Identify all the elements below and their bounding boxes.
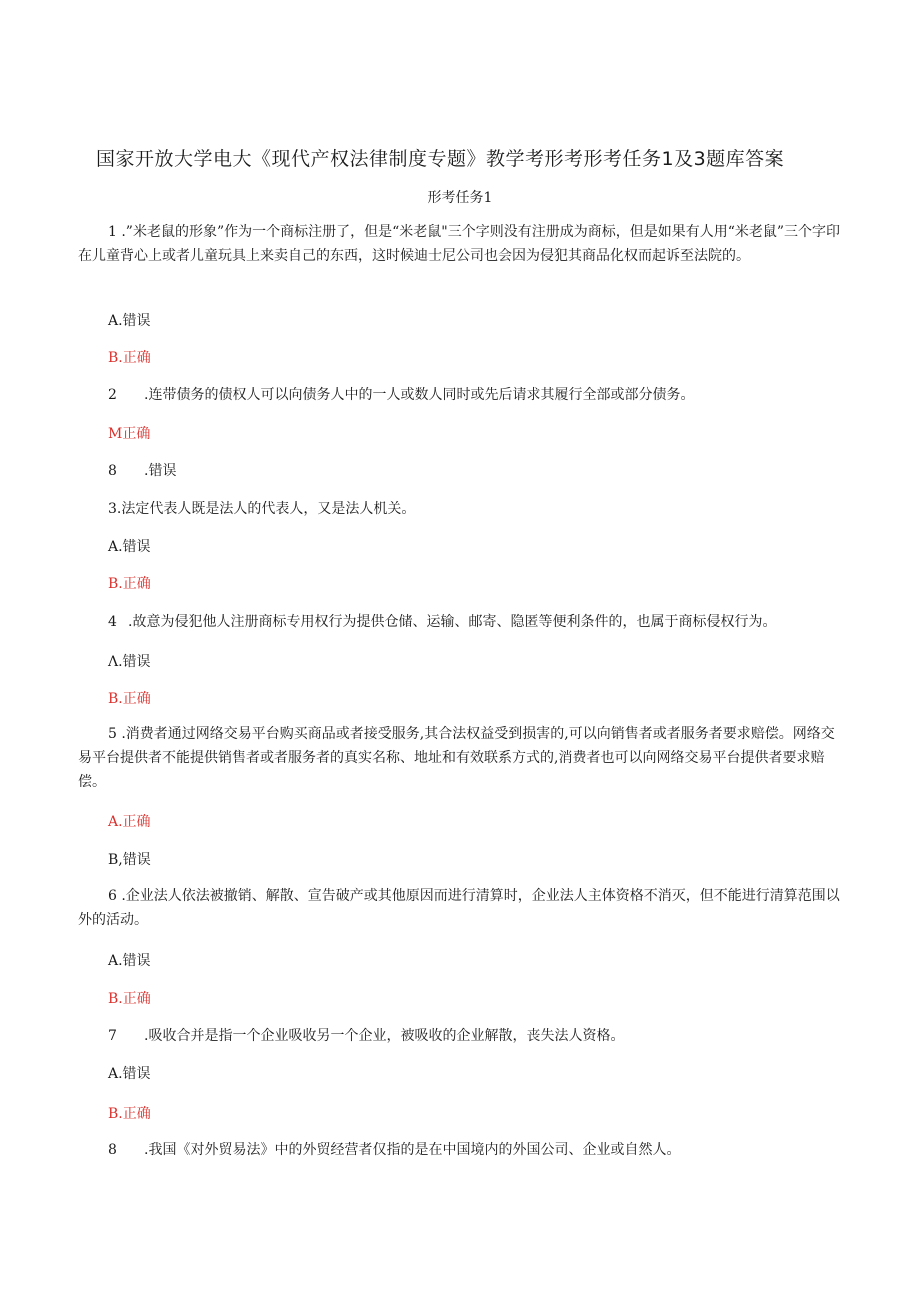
- q5-option-b: B,错误: [108, 852, 151, 868]
- q6-option-a: A.错误: [108, 953, 151, 969]
- question-2: [108, 384, 694, 404]
- q3-option-a: A.错误: [108, 539, 151, 555]
- question-8: [108, 1139, 680, 1159]
- question-6: 6 .企业法人依法被撤销、解散、宣告破产或其他原因而进行清算时，企业法人主体资格不消灭，但不能进行清算范围以外的活动。: [78, 888, 840, 928]
- question-2-text: .连带债务的债权人可以向债务人中的一人或数人同时或先后请求其履行全部或部分债务。: [144, 387, 695, 403]
- document-title: 国家开放大学电大《现代产权法律制度专题》教学考形考形考任务1及3题库答案: [96, 148, 785, 170]
- q1-option-a: A.错误: [108, 313, 151, 329]
- question-2-number: 2: [108, 387, 117, 403]
- question-1: 1 .”米老鼠的形象”作为一个商标注册了，但是“米老鼠"三个字则没有注册成为商标，但是如果有人用“米老鼠”三个字印在儿童背心上或者儿童玩具上来卖自己的东西，这时候迪士尼公司也会因为侵犯其商品化权而起诉至法院的。: [78, 224, 841, 264]
- q4-option-b: B.正确: [108, 691, 151, 707]
- q5-option-a: A.正确: [108, 814, 151, 830]
- q7-option-a: A.错误: [108, 1066, 151, 1082]
- question-8-number: 8: [108, 1142, 117, 1158]
- q2-option-a: M正确: [108, 426, 151, 442]
- q3-option-b: B.正确: [108, 576, 151, 592]
- q4-option-a: Λ.错误: [108, 654, 151, 670]
- question-4: [108, 611, 776, 631]
- q2-option-b-number: 8: [108, 463, 117, 479]
- q2-option-b-text: .错误: [144, 463, 177, 479]
- question-7: [108, 1025, 624, 1045]
- question-3: 3.法定代表人既是法人的代表人，又是法人机关。: [108, 501, 416, 517]
- question-4-text: .故意为侵犯他人注册商标专用权行为提供仓储、运输、邮寄、隐匿等便利条件的，也属于商标侵权行为。: [128, 614, 777, 630]
- q7-option-b: B.正确: [108, 1106, 151, 1122]
- question-5: 5 .消费者通过网络交易平台购买商品或者接受服务,其合法权益受到损害的,可以向销售者或者服务者要求赔偿。网络交易平台提供者不能提供销售者或者服务者的真实名称、地址和有效联系方式的,消费者也可以向网络交易平台提供者要求赔偿。: [78, 726, 835, 790]
- q1-option-b: B.正确: [108, 350, 151, 366]
- question-8-text: .我国《对外贸易法》中的外贸经营者仅指的是在中国境内的外国公司、企业或自然人。: [144, 1142, 681, 1158]
- question-7-number: 7: [108, 1028, 117, 1044]
- question-4-number: 4: [108, 614, 117, 630]
- section-heading: 形考任务1: [427, 190, 493, 206]
- q2-option-b: [108, 460, 176, 480]
- question-7-text: .吸收合并是指一个企业吸收另一个企业，被吸收的企业解散，丧失法人资格。: [144, 1028, 625, 1044]
- q6-option-b: B.正确: [108, 991, 151, 1007]
